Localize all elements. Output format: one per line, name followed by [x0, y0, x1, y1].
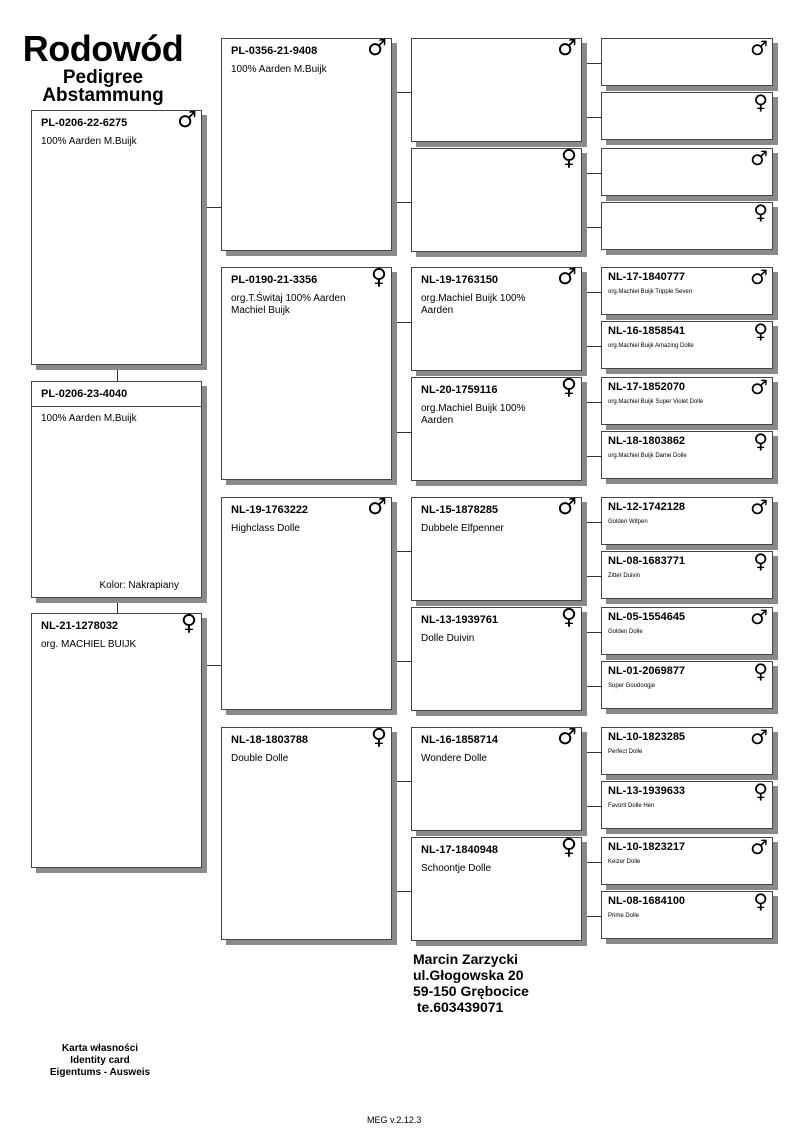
- sex-icon: ♂: [557, 495, 577, 520]
- great-grandparent-box: [411, 377, 582, 481]
- description: org.Machiel Buijk 100% Aarden: [421, 403, 526, 426]
- connector-line: [582, 916, 601, 917]
- connector-line: [117, 365, 118, 381]
- description: 100% Aarden M.Buijk: [41, 136, 137, 147]
- sex-icon: ♀: [560, 835, 577, 860]
- sex-icon: ♀: [753, 889, 768, 913]
- great-great-grandparent-box: [601, 661, 773, 709]
- identity-card-label: [30, 1043, 170, 1079]
- header-divider: [32, 406, 201, 407]
- connector-line: [582, 632, 601, 633]
- description: Prime Dolle: [608, 913, 640, 919]
- ring-number: NL-08-1684100: [608, 895, 686, 907]
- connector-line: [392, 432, 411, 433]
- pigeon-desc: 100% Aarden M.Buijk: [41, 413, 137, 424]
- ring-number: NL-10-1823217: [608, 841, 686, 853]
- ring-number: NL-13-1939761: [421, 614, 499, 626]
- sex-icon: ♀: [753, 659, 768, 683]
- great-great-grandparent-box: [601, 148, 773, 196]
- great-grandparent-box: [411, 267, 582, 371]
- sex-icon: ♀: [180, 611, 197, 636]
- sex-icon: ♂: [367, 36, 387, 61]
- owner-name: Marcin Zarzycki: [413, 951, 519, 967]
- ring-number: NL-15-1878285: [421, 504, 499, 516]
- great-great-grandparent-box: [601, 377, 773, 425]
- version-label: MEG v.2.12.3: [367, 1115, 422, 1125]
- connector-line: [392, 551, 411, 552]
- description: Super Goudoogje: [608, 683, 656, 689]
- ring-number: NL-01-2069877: [608, 665, 686, 677]
- connector-line: [582, 227, 601, 228]
- description: org.Machiel Buijk Dame Dolle: [608, 453, 687, 459]
- description: Keizer Dolle: [608, 859, 641, 865]
- connector-line: [582, 173, 601, 174]
- connector-line: [582, 402, 601, 403]
- sex-icon: ♀: [753, 90, 768, 114]
- great-grandparent-box: [411, 837, 582, 941]
- description: org. MACHIEL BUIJK: [41, 639, 137, 650]
- description: org.Machiel Buijk Tripple Seven: [608, 289, 693, 295]
- description: Schoontje Dolle: [421, 863, 492, 874]
- sex-icon: ♀: [560, 146, 577, 171]
- ring-number: PL-0190-21-3356: [231, 274, 318, 286]
- grandparent-box: [221, 727, 392, 940]
- connector-line: [582, 686, 601, 687]
- owner-city: 59-150 Grębocice: [413, 983, 529, 999]
- great-great-grandparent-box: [601, 92, 773, 140]
- ring-number: NL-17-1852070: [608, 381, 686, 393]
- description: Zitter Duivin: [608, 573, 641, 579]
- card-label-de: Eigentums - Ausweis: [49, 1067, 151, 1078]
- sex-icon: ♂: [750, 495, 768, 519]
- sire-box: [31, 110, 202, 365]
- connector-line: [392, 92, 411, 93]
- connector-line: [202, 665, 221, 666]
- description: Double Dolle: [231, 753, 289, 764]
- grandparent-box: [221, 267, 392, 480]
- great-grandparent-box: [411, 727, 582, 831]
- owner-info: [413, 951, 529, 1015]
- page-title: Rodowód: [22, 28, 184, 69]
- sex-icon: ♀: [753, 200, 768, 224]
- sex-icon: ♂: [177, 108, 197, 133]
- ring-number: NL-13-1939633: [608, 785, 686, 797]
- sex-icon: ♂: [557, 725, 577, 750]
- description: org.Machiel Buijk Super Violet Dolle: [608, 399, 704, 405]
- sex-icon: ♂: [750, 36, 768, 60]
- subtitle-german: Abstammung: [42, 85, 164, 106]
- ring-number: NL-17-1840948: [421, 844, 499, 856]
- ring-number: NL-12-1742128: [608, 501, 686, 513]
- description: Perfect Dolle: [608, 749, 643, 755]
- description: 100% Aarden M.Buijk: [231, 64, 327, 75]
- ring-number: NL-08-1683771: [608, 555, 686, 567]
- connector-line: [582, 292, 601, 293]
- description: org.Machiel Buijk Amazing Dolle: [608, 343, 694, 349]
- connector-line: [582, 456, 601, 457]
- great-grandparent-box: [411, 148, 582, 252]
- great-great-grandparent-box: [601, 837, 773, 885]
- description: Highclass Dolle: [231, 523, 300, 534]
- sex-icon: ♀: [560, 605, 577, 630]
- great-great-grandparent-box: [601, 267, 773, 315]
- ring-number: NL-19-1763150: [421, 274, 499, 286]
- sex-icon: ♀: [753, 549, 768, 573]
- great-great-grandparent-box: [601, 891, 773, 939]
- great-great-grandparent-box: [601, 202, 773, 250]
- sex-icon: ♂: [750, 725, 768, 749]
- connector-line: [202, 207, 221, 208]
- ring-number: NL-10-1823285: [608, 731, 686, 743]
- description: Dolle Duivin: [421, 633, 475, 644]
- description: Dubbele Elfpenner: [421, 523, 504, 534]
- ring-number: NL-16-1858541: [608, 325, 686, 337]
- connector-line: [392, 202, 411, 203]
- connector-line: [392, 322, 411, 323]
- great-great-grandparent-box: [601, 431, 773, 479]
- ring-number: NL-18-1803788: [231, 734, 309, 746]
- pigeon-ring: PL-0206-23-4040: [41, 388, 128, 400]
- ring-number: NL-20-1759116: [421, 384, 498, 396]
- ring-number: NL-18-1803862: [608, 435, 686, 447]
- sex-icon: ♂: [557, 265, 577, 290]
- ring-number: PL-0356-21-9408: [231, 45, 318, 57]
- connector-line: [392, 781, 411, 782]
- connector-line: [582, 346, 601, 347]
- connector-line: [582, 862, 601, 863]
- description: Golden Witpen: [608, 519, 648, 525]
- sex-icon: ♂: [750, 605, 768, 629]
- sex-icon: ♀: [370, 265, 387, 290]
- grandparent-box: [221, 497, 392, 710]
- pigeon-box: [31, 381, 202, 598]
- description: org.Machiel Buijk 100% Aarden: [421, 293, 526, 316]
- pigeon-color: Kolor: Nakrapiany: [99, 580, 179, 591]
- grandparent-box: [221, 38, 392, 251]
- sex-icon: ♂: [367, 495, 387, 520]
- sex-icon: ♀: [560, 375, 577, 400]
- connector-line: [392, 891, 411, 892]
- sex-icon: ♂: [557, 36, 577, 61]
- subtitle-english: Pedigree: [62, 67, 144, 88]
- connector-line: [582, 117, 601, 118]
- sex-icon: ♀: [370, 725, 387, 750]
- sex-icon: ♂: [750, 146, 768, 170]
- connector-line: [582, 752, 601, 753]
- connector-line: [582, 522, 601, 523]
- ring-number: NL-17-1840777: [608, 271, 686, 283]
- sex-icon: ♀: [753, 319, 768, 343]
- great-great-grandparent-box: [601, 727, 773, 775]
- owner-street: ul.Głogowska 20: [413, 967, 524, 983]
- great-great-grandparent-box: [601, 38, 773, 86]
- card-label-en: Identity card: [70, 1055, 130, 1066]
- great-great-grandparent-box: [601, 321, 773, 369]
- great-great-grandparent-box: [601, 781, 773, 829]
- great-great-grandparent-box: [601, 497, 773, 545]
- connector-line: [392, 661, 411, 662]
- great-grandparent-box: [411, 607, 582, 711]
- ring-number: NL-16-1858714: [421, 734, 499, 746]
- great-great-grandparent-box: [601, 551, 773, 599]
- connector-line: [582, 806, 601, 807]
- sex-icon: ♂: [750, 265, 768, 289]
- connector-line: [117, 598, 118, 613]
- sex-icon: ♀: [753, 429, 768, 453]
- owner-phone: te.603439071: [413, 999, 504, 1015]
- dam-box: [31, 613, 202, 868]
- ring-number: PL-0206-22-6275: [41, 117, 128, 129]
- description: Golden Dolle: [608, 629, 643, 635]
- description: Wondere Dolle: [421, 753, 487, 764]
- description: Favorit Dolle Hen: [608, 803, 655, 809]
- connector-line: [582, 576, 601, 577]
- description: org.T.Świtaj 100% Aarden Machiel Buijk: [231, 293, 346, 316]
- sex-icon: ♂: [750, 835, 768, 859]
- sex-icon: ♀: [753, 779, 768, 803]
- great-great-grandparent-box: [601, 607, 773, 655]
- ring-number: NL-05-1554645: [608, 611, 686, 623]
- great-grandparent-box: [411, 497, 582, 601]
- great-grandparent-box: [411, 38, 582, 142]
- ring-number: NL-21-1278032: [41, 620, 119, 632]
- card-label-pl: Karta własności: [61, 1043, 139, 1054]
- sex-icon: ♂: [750, 375, 768, 399]
- ring-number: NL-19-1763222: [231, 504, 309, 516]
- connector-line: [582, 63, 601, 64]
